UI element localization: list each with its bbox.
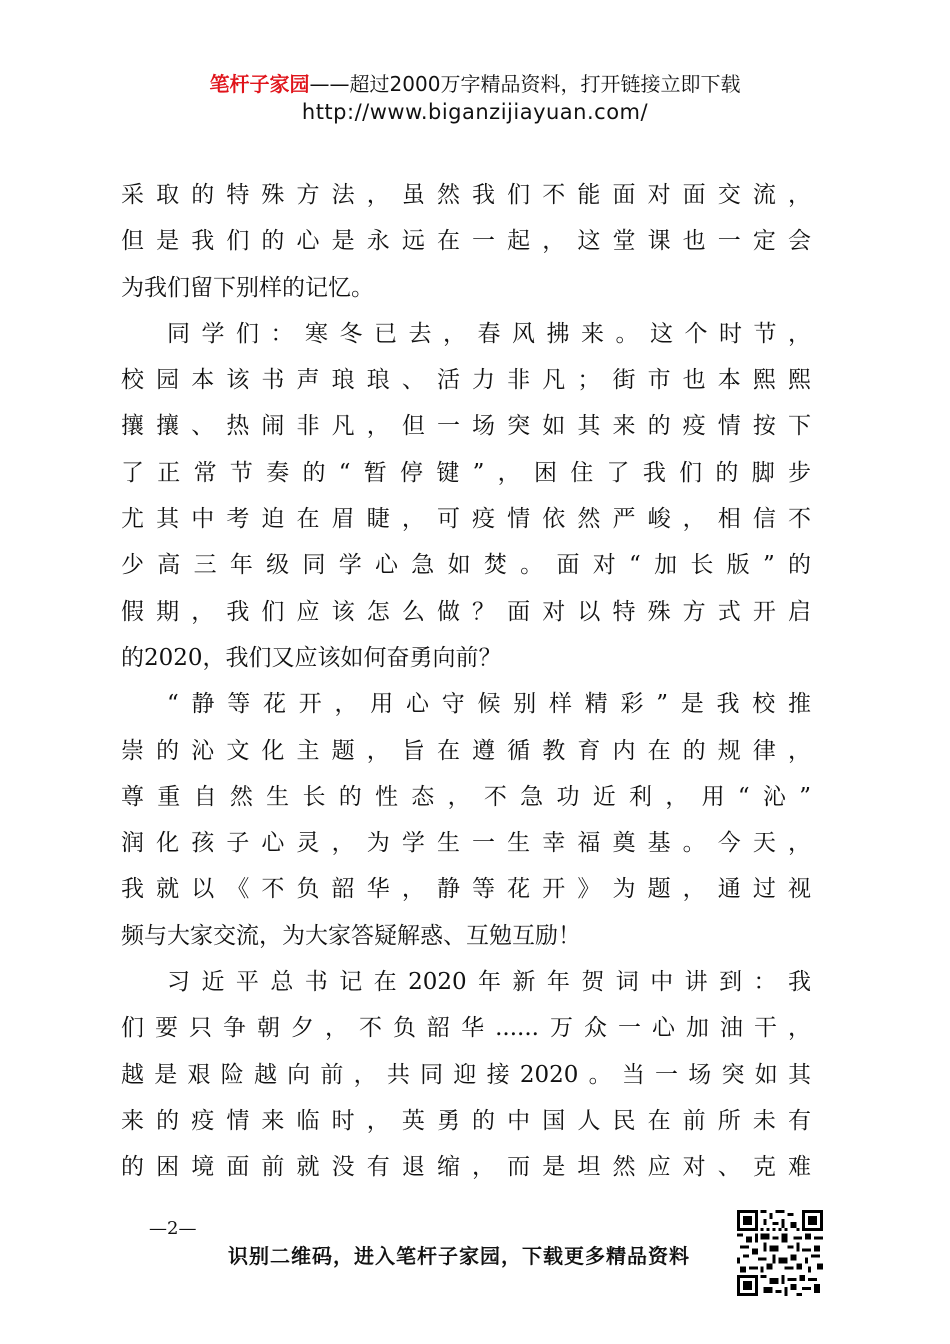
page-number: —2— [149, 1218, 197, 1239]
text-line: 的困境面前就没有退缩，而是坦然应对、克难 [121, 1154, 811, 1181]
text-line: 假期，我们应该怎么做？面对以特殊方式开启 [121, 598, 811, 625]
document-body [121, 172, 811, 1191]
text-line: 攘攘、热闹非凡，但一场突如其来的疫情按下 [121, 413, 811, 440]
text-line: 们要只争朝夕，不负韶华......万众一心加油干， [121, 1015, 811, 1042]
text-line: 习近平总书记在2020年新年贺词中讲到：我 [167, 969, 811, 996]
text-line: 润化孩子心灵，为学生一生幸福奠基。今天， [121, 830, 811, 857]
text-line: 采取的特殊方法，虽然我们不能面对面交流， [121, 182, 811, 208]
text-line: 但是我们的心是永远在一起，这堂课也一定会 [121, 228, 811, 255]
text-line: 少高三年级同学心急如焚。面对“加长版”的 [121, 552, 811, 579]
header-url[interactable]: http://www.biganzijiayuan.com/ [301, 100, 649, 124]
text-line: 为我们留下别样的记忆。 [121, 274, 374, 301]
text-line: 崇的沁文化主题，旨在遵循教育内在的规律， [121, 737, 811, 764]
text-line: 我就以《不负韶华，静等花开》为题，通过视 [121, 876, 811, 903]
text-line: 尊重自然生长的性态，不急功近利，用“沁” [121, 783, 811, 810]
text-line: 的2020，我们又应该如何奋勇向前？ [121, 644, 502, 671]
text-line: 了正常节奏的“暂停键”，困住了我们的脚步 [121, 459, 811, 486]
text-line: 来的疫情来临时，英勇的中国人民在前所未有 [121, 1107, 811, 1134]
footer-caption: 识别二维码，进入笔杆子家园，下载更多精品资料 [228, 1244, 690, 1268]
qr-code-icon[interactable] [737, 1210, 823, 1296]
text-line: “静等花开，用心守候别样精彩”是我校推 [167, 691, 811, 718]
header-tagline: ——超过2000万字精品资料，打开链接立即下载 [309, 72, 741, 96]
text-line: 尤其中考迫在眉睫，可疫情依然严峻，相信不 [121, 506, 811, 533]
brand-name: 笔杆子家园 [209, 72, 310, 96]
text-line: 同学们：寒冬已去，春风拂来。这个时节， [167, 320, 811, 347]
text-line: 校园本该书声琅琅、活力非凡；街市也本熙熙 [121, 367, 811, 394]
page-header [0, 70, 950, 126]
text-line: 频与大家交流，为大家答疑解惑、互勉互励！ [121, 922, 581, 949]
text-line: 越是艰险越向前，共同迎接2020。当一场突如其 [121, 1061, 811, 1088]
